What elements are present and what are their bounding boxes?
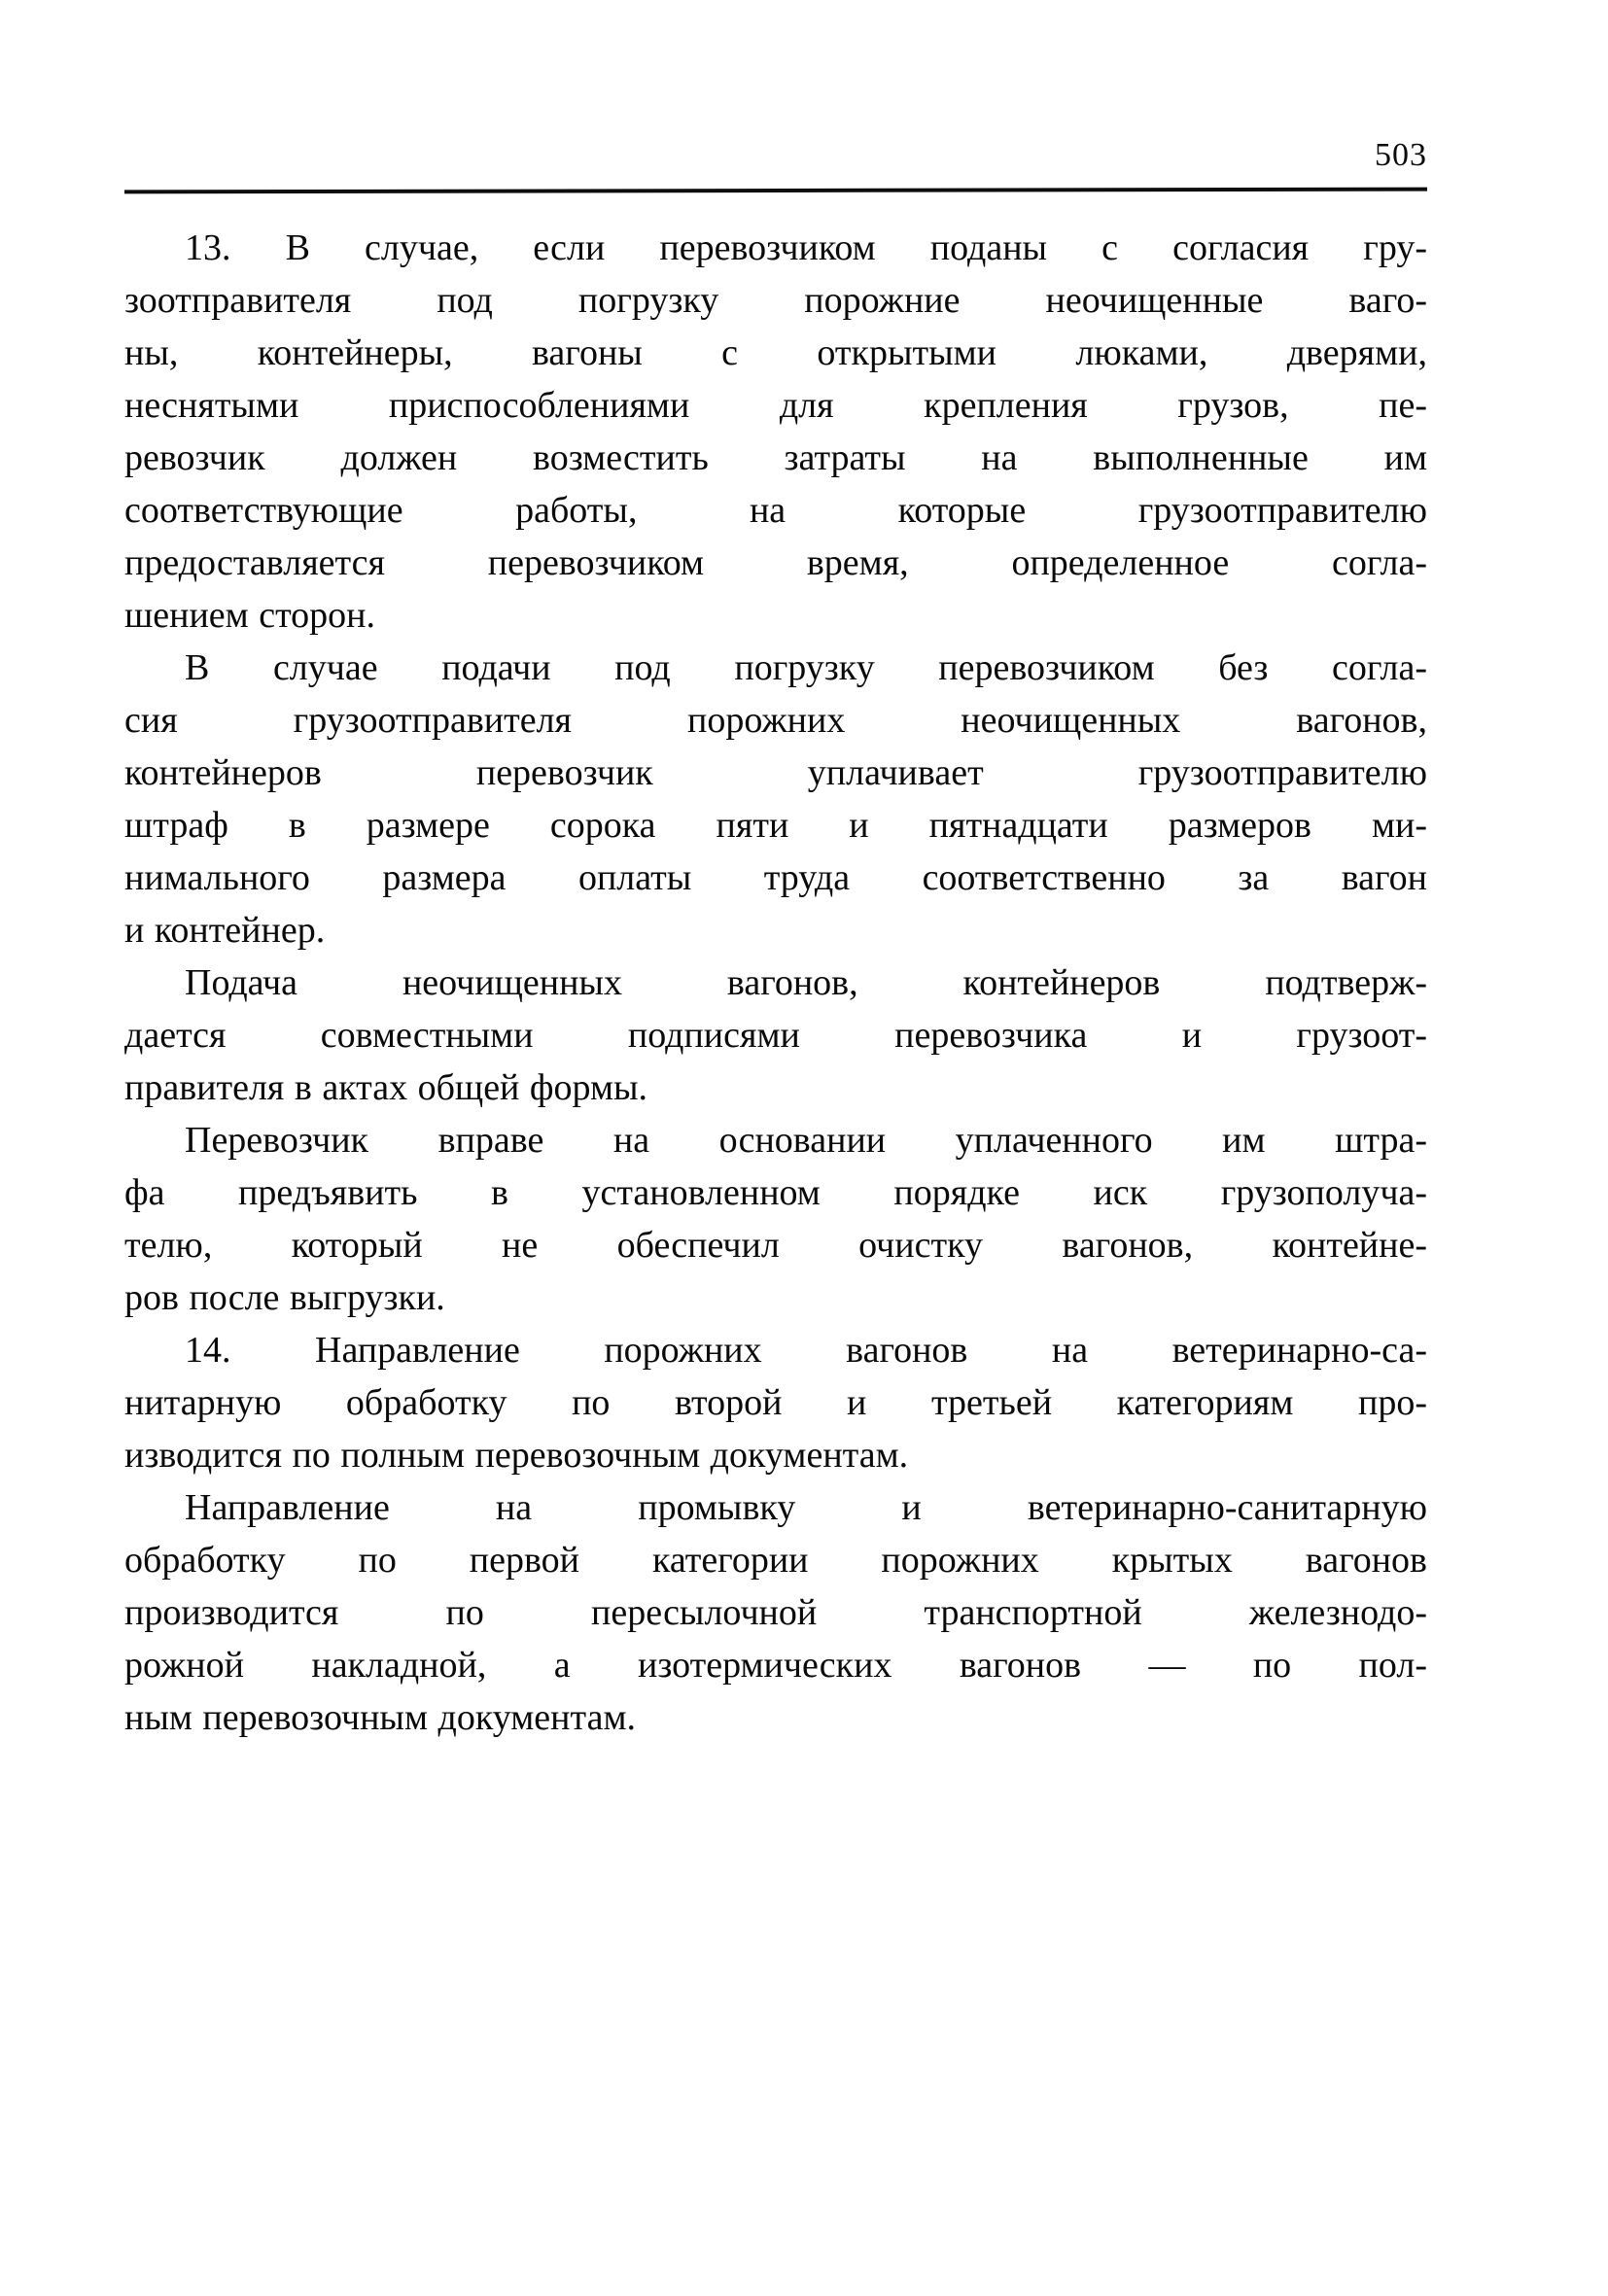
text-line: предоставляется перевозчиком время, определенное согла- [124, 542, 1427, 583]
paragraph [124, 222, 1427, 642]
text-line: соответствующие работы, на которые грузоотправителю [124, 490, 1427, 531]
text-line: рожной накладной, а изотермических вагонов — по пол- [124, 1645, 1427, 1686]
text-line: нитарную обработку по второй и третьей категориям про- [124, 1382, 1427, 1423]
text-line: неснятыми приспособлениями для крепления грузов, пе- [124, 385, 1427, 426]
text-line: нимального размера оплаты труда соответственно за вагон [124, 857, 1427, 898]
text-line: Подача неочищенных вагонов, контейнеров подтверж- [185, 962, 1427, 1003]
text-line: ным перевозочным документам. [124, 1697, 636, 1738]
text-line: ров после выгрузки. [124, 1277, 445, 1318]
text-line: обработку по первой категории порожних крытых вагонов [124, 1540, 1427, 1581]
text-line: ревозчик должен возместить затраты на выполненные им [124, 437, 1427, 478]
text-line: штраф в размере сорока пяти и пятнадцати размеров ми- [124, 805, 1427, 846]
text-line: зоотправителя под погрузку порожние неочищенные ваго- [124, 280, 1427, 321]
paragraph [124, 1114, 1427, 1324]
page-header [124, 136, 1427, 200]
text-line: Перевозчик вправе на основании уплаченного им штра- [185, 1120, 1427, 1161]
paragraph [124, 1481, 1427, 1744]
paragraph [124, 957, 1427, 1114]
header-rule [124, 188, 1427, 194]
text-line: производится по пересылочной транспортной железнодо- [124, 1592, 1427, 1633]
text-line: шением сторон. [124, 595, 376, 636]
paragraph [124, 642, 1427, 957]
text-line: изводится по полным перевозочным документам. [124, 1435, 909, 1476]
text-line: сия грузоотправителя порожних неочищенных вагонов, [124, 700, 1427, 741]
text-line: дается совместными подписями перевозчика и грузоот- [124, 1015, 1427, 1056]
text-line: ны, контейнеры, вагоны с открытыми люками, дверями, [124, 332, 1427, 373]
text-line: 14. Направление порожних вагонов на ветеринарно-са- [185, 1330, 1427, 1371]
paragraph [124, 1324, 1427, 1481]
text-line: В случае подачи под погрузку перевозчиком без согла- [185, 647, 1427, 688]
text-line: и контейнер. [124, 910, 326, 951]
text-line: контейнеров перевозчик уплачивает грузоотправителю [124, 752, 1427, 793]
text-line: правителя в актах общей формы. [124, 1067, 648, 1108]
text-line: телю, который не обеспечил очистку вагонов, контейне- [124, 1225, 1427, 1266]
text-line: 13. В случае, если перевозчиком поданы с согласия гру- [185, 227, 1427, 268]
page-number: 503 [1375, 137, 1427, 173]
text-line: Направление на промывку и ветеринарно-санитарную [185, 1487, 1427, 1528]
text-line: фа предъявить в установленном порядке иск грузополуча- [124, 1172, 1427, 1213]
document-body [124, 222, 1427, 1744]
